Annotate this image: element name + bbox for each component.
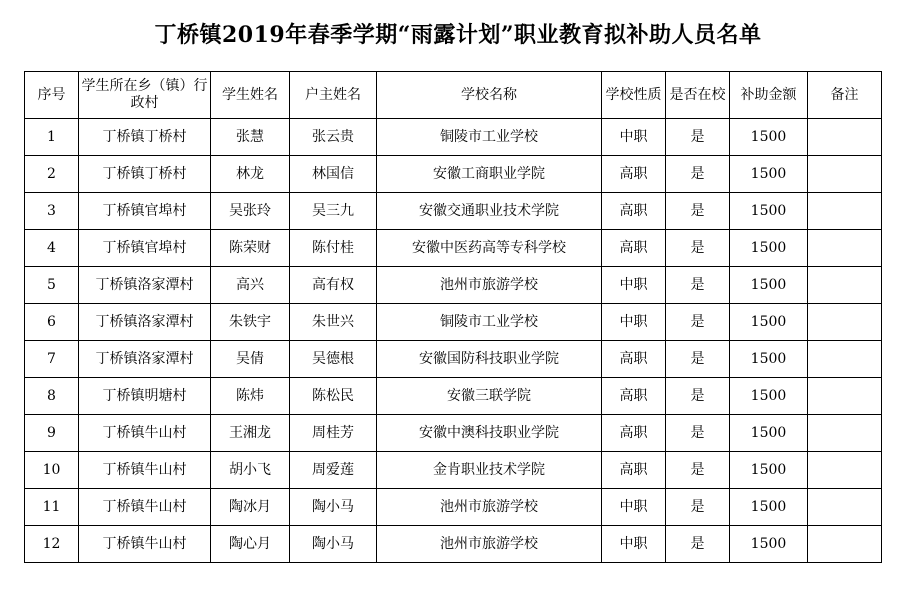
- header-school: 学校名称: [377, 72, 602, 119]
- row-householder-name: 吴三九: [290, 193, 377, 230]
- row-remark: [808, 230, 882, 267]
- row-student-name: 陈炜: [211, 378, 290, 415]
- row-remark: [808, 415, 882, 452]
- row-amount: 1500: [730, 156, 808, 193]
- row-school-name: 铜陵市工业学校: [377, 304, 602, 341]
- row-index: 9: [25, 415, 79, 452]
- row-remark: [808, 452, 882, 489]
- row-student-name: 陈荣财: [211, 230, 290, 267]
- row-school-name: 池州市旅游学校: [377, 526, 602, 563]
- row-at-school: 是: [666, 526, 730, 563]
- row-student-name: 胡小飞: [211, 452, 290, 489]
- row-householder-name: 陶小马: [290, 526, 377, 563]
- row-school-type: 高职: [602, 341, 666, 378]
- row-village: 丁桥镇官埠村: [79, 230, 211, 267]
- header-student: 学生姓名: [211, 72, 290, 119]
- row-village: 丁桥镇牛山村: [79, 452, 211, 489]
- row-at-school: 是: [666, 156, 730, 193]
- row-village: 丁桥镇洛家潭村: [79, 341, 211, 378]
- row-village: 丁桥镇丁桥村: [79, 119, 211, 156]
- row-householder-name: 朱世兴: [290, 304, 377, 341]
- row-householder-name: 陶小马: [290, 489, 377, 526]
- row-amount: 1500: [730, 341, 808, 378]
- header-row: [25, 72, 882, 119]
- header-index: 序号: [25, 72, 79, 119]
- table-row: [25, 193, 882, 230]
- table-row: [25, 452, 882, 489]
- row-student-name: 朱铁宇: [211, 304, 290, 341]
- row-student-name: 林龙: [211, 156, 290, 193]
- row-at-school: 是: [666, 267, 730, 304]
- row-school-name: 金肯职业技术学院: [377, 452, 602, 489]
- row-school-type: 高职: [602, 230, 666, 267]
- row-school-name: 池州市旅游学校: [377, 267, 602, 304]
- row-at-school: 是: [666, 415, 730, 452]
- row-remark: [808, 193, 882, 230]
- row-index: 6: [25, 304, 79, 341]
- row-school-type: 高职: [602, 193, 666, 230]
- row-at-school: 是: [666, 119, 730, 156]
- row-remark: [808, 267, 882, 304]
- row-village: 丁桥镇丁桥村: [79, 156, 211, 193]
- roster-body: [25, 119, 882, 563]
- table-row: [25, 119, 882, 156]
- row-school-name: 安徽工商职业学院: [377, 156, 602, 193]
- row-at-school: 是: [666, 452, 730, 489]
- row-remark: [808, 119, 882, 156]
- row-school-type: 中职: [602, 119, 666, 156]
- row-school-name: 安徽中医药高等专科学校: [377, 230, 602, 267]
- row-school-name: 安徽交通职业技术学院: [377, 193, 602, 230]
- table-row: [25, 304, 882, 341]
- row-school-name: 安徽中澳科技职业学院: [377, 415, 602, 452]
- row-student-name: 张慧: [211, 119, 290, 156]
- table-row: [25, 156, 882, 193]
- row-householder-name: 张云贵: [290, 119, 377, 156]
- row-village: 丁桥镇明塘村: [79, 378, 211, 415]
- row-at-school: 是: [666, 378, 730, 415]
- table-row: [25, 489, 882, 526]
- row-householder-name: 林国信: [290, 156, 377, 193]
- row-school-name: 安徽国防科技职业学院: [377, 341, 602, 378]
- row-remark: [808, 341, 882, 378]
- row-school-type: 中职: [602, 267, 666, 304]
- row-index: 7: [25, 341, 79, 378]
- table-row: [25, 341, 882, 378]
- row-school-type: 高职: [602, 452, 666, 489]
- table-row: [25, 267, 882, 304]
- row-village: 丁桥镇牛山村: [79, 526, 211, 563]
- row-index: 5: [25, 267, 79, 304]
- row-school-type: 中职: [602, 489, 666, 526]
- subsidy-roster-table: [24, 71, 882, 563]
- row-school-type: 高职: [602, 156, 666, 193]
- header-remark: 备注: [808, 72, 882, 119]
- row-at-school: 是: [666, 489, 730, 526]
- row-amount: 1500: [730, 304, 808, 341]
- row-index: 1: [25, 119, 79, 156]
- row-school-name: 池州市旅游学校: [377, 489, 602, 526]
- table-row: [25, 526, 882, 563]
- row-remark: [808, 304, 882, 341]
- row-householder-name: 陈松民: [290, 378, 377, 415]
- row-index: 2: [25, 156, 79, 193]
- row-school-type: 高职: [602, 415, 666, 452]
- row-householder-name: 周爱莲: [290, 452, 377, 489]
- row-student-name: 吴张玲: [211, 193, 290, 230]
- row-amount: 1500: [730, 267, 808, 304]
- row-student-name: 陶冰月: [211, 489, 290, 526]
- row-village: 丁桥镇洛家潭村: [79, 304, 211, 341]
- row-remark: [808, 526, 882, 563]
- row-at-school: 是: [666, 230, 730, 267]
- table-row: [25, 378, 882, 415]
- row-student-name: 高兴: [211, 267, 290, 304]
- row-remark: [808, 489, 882, 526]
- row-remark: [808, 156, 882, 193]
- row-remark: [808, 378, 882, 415]
- header-at-school: 是否在校: [666, 72, 730, 119]
- page-title: 丁桥镇2019年春季学期“雨露计划”职业教育拟补助人员名单: [154, 22, 762, 48]
- row-student-name: 王湘龙: [211, 415, 290, 452]
- table-row: [25, 230, 882, 267]
- row-amount: 1500: [730, 119, 808, 156]
- row-amount: 1500: [730, 489, 808, 526]
- row-index: 10: [25, 452, 79, 489]
- row-householder-name: 陈付桂: [290, 230, 377, 267]
- row-amount: 1500: [730, 415, 808, 452]
- row-village: 丁桥镇牛山村: [79, 489, 211, 526]
- row-householder-name: 吴德根: [290, 341, 377, 378]
- row-school-name: 铜陵市工业学校: [377, 119, 602, 156]
- header-village: 学生所在乡（镇）行政村: [79, 72, 211, 119]
- row-amount: 1500: [730, 230, 808, 267]
- header-school-type: 学校性质: [602, 72, 666, 119]
- table-row: [25, 415, 882, 452]
- row-village: 丁桥镇官埠村: [79, 193, 211, 230]
- row-student-name: 吴倩: [211, 341, 290, 378]
- row-school-type: 中职: [602, 304, 666, 341]
- row-village: 丁桥镇洛家潭村: [79, 267, 211, 304]
- row-at-school: 是: [666, 304, 730, 341]
- row-amount: 1500: [730, 193, 808, 230]
- row-school-name: 安徽三联学院: [377, 378, 602, 415]
- row-amount: 1500: [730, 378, 808, 415]
- row-amount: 1500: [730, 526, 808, 563]
- header-householder: 户主姓名: [290, 72, 377, 119]
- header-amount: 补助金额: [730, 72, 808, 119]
- row-index: 8: [25, 378, 79, 415]
- row-index: 3: [25, 193, 79, 230]
- row-village: 丁桥镇牛山村: [79, 415, 211, 452]
- row-school-type: 高职: [602, 378, 666, 415]
- row-householder-name: 周桂芳: [290, 415, 377, 452]
- row-student-name: 陶心月: [211, 526, 290, 563]
- row-school-type: 中职: [602, 526, 666, 563]
- row-householder-name: 高有权: [290, 267, 377, 304]
- row-at-school: 是: [666, 193, 730, 230]
- row-index: 12: [25, 526, 79, 563]
- row-index: 4: [25, 230, 79, 267]
- row-at-school: 是: [666, 341, 730, 378]
- row-amount: 1500: [730, 452, 808, 489]
- row-index: 11: [25, 489, 79, 526]
